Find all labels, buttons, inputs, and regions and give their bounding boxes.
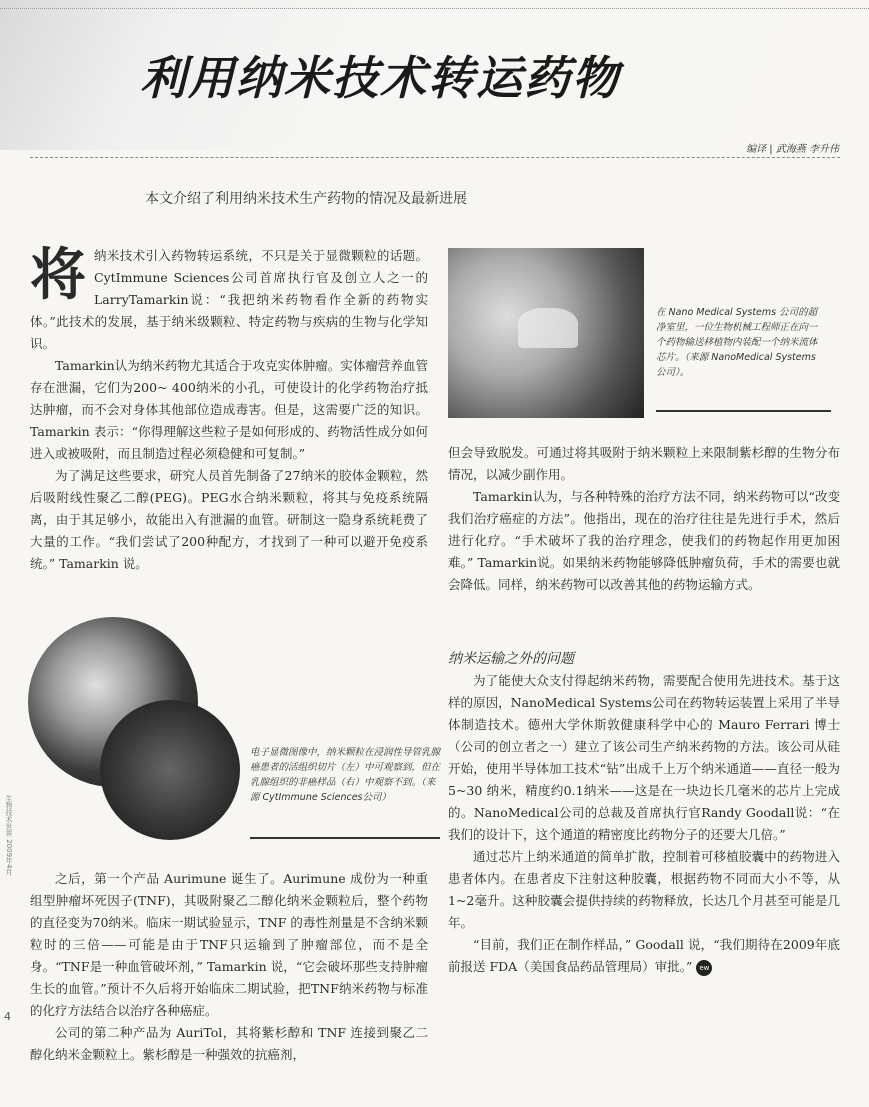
left-column-bottom: [30, 868, 428, 1066]
left-column-top: [30, 242, 428, 575]
lab-photo: [448, 248, 644, 418]
paragraph: 通过芯片上纳米通道的简单扩散，控制着可移植胶囊中的药物进入患者体内。在患者皮下注射这种胶囊，根据药物不同而大小不等，从1~2毫升。这种胶囊会提供持续的药物释放，长达几个月甚至可能是几年。: [448, 849, 840, 930]
page-number: 4: [4, 1010, 11, 1023]
drop-cap: 将: [30, 242, 86, 308]
paragraph: 公司的第二种产品为 AuriTol，其将紫杉醇和 TNF 连接到聚乙二醇化纳米金颗粒上。紫杉醇是一种强效的抗癌剂，: [30, 1025, 428, 1062]
right-column-top: [448, 442, 840, 596]
paragraph: Tamarkin认为，与各种特殊的治疗方法不同，纳米药物可以“改变我们治疗癌症的方法”。他指出，现在的治疗往往是先进行手术，然后进行化疗。“手术破坏了我的治疗理念，使我们的药物起作用更加困难。” Tamarkin说。如果纳米药物能够降低肿瘤负荷，手术的需要也就会降低。同样，纳米药物可以改善其他的药物运输方式。: [448, 489, 840, 592]
paragraph: 但会导致脱发。可通过将其吸附于纳米颗粒上来限制紫杉醇的生物分布情况，以减少副作用。: [448, 445, 840, 482]
header-divider: [30, 157, 840, 158]
photo-caption-top: 在 Nano Medical Systems 公司的超净室里，一位生物机械工程师正在向一个药物输送移植物内装配一个纳米流体芯片。（来源 NanoMedical Systems 公司）。: [656, 307, 818, 378]
caption-rule: [656, 410, 831, 412]
paragraph: 之后，第一个产品 Aurimune 诞生了。Aurimune 成份为一种重组型肿瘤坏死因子(TNF)，其吸附聚乙二醇化纳米金颗粒后，整个药物的直径变为70纳米。临床一期试验显示，TNF 的毒性剂量是不含纳米颗粒时的三倍——可能是由于TNF只运输到了肿瘤部位，而不是全身。“TNF是一种血管破坏剂，” Tamarkin 说，“它会破坏那些支持肿瘤生长的血管。”预计不久后将开始临床二期试验，把TNF纳米药物与标准的化疗方法结合以治疗各种癌症。: [30, 871, 428, 1018]
paragraph: 将纳米技术引入药物转运系统，不只是关于显微颗粒的话题。CytImmune Sciences公司首席执行官及创立人之一的LarryTamarkin说：“我把纳米药物看作全新的药物实体。”此技术的发展，基于纳米级颗粒、特定药物与疾病的生物与化学知识。: [30, 242, 428, 351]
paragraph: 为了满足这些要求，研究人员首先制备了27纳米的胶体金颗粒，然后吸附线性聚乙二醇(PEG)。PEG水合纳米颗粒，将其与免疫系统隔离，由于其足够小，故能出入有泄漏的血管。研制这一隐身系统耗费了大量的工作。“我们尝试了200种配方，才找到了一种可以避开免疫系统。” Tamarkin 说。: [30, 468, 428, 571]
micrograph-right: [100, 700, 240, 840]
byline: 编译 | 武海燕 李升伟: [746, 144, 839, 155]
paragraph: Tamarkin认为纳米药物尤其适合于攻克实体肿瘤。实体瘤营养血管存在泄漏，它们为200~ 400纳米的小孔，可使设计的化学药物治疗抵达肿瘤，而不会对身体其他部位造成毒害。但是，这需要广泛的知识。Tamarkin 表示：“你得理解这些粒子是如何形成的、药物活性成分如何进入或被吸附，而且制造过程必须稳健和可复制。”: [30, 358, 428, 461]
right-column-bottom: [448, 648, 840, 978]
top-divider: [0, 8, 869, 9]
paragraph: “目前，我们正在制作样品，” Goodall 说，“我们期待在2009年底前报送 FDA（美国食品药品管理局）审批。” ew: [448, 937, 840, 974]
micrograph-caption: 电子显微图像中，纳米颗粒在浸润性导管乳腺癌患者的活组织切片（左）中可观察到，但在乳腺组织的非癌样品（右）中观察不到。（来源 CytImmune Sciences公司）: [250, 747, 441, 803]
article-subtitle: 本文介绍了利用纳米技术生产药物的情况及最新进展: [145, 191, 467, 207]
end-mark: ew: [696, 960, 712, 976]
caption-rule: [250, 837, 440, 839]
article-title: 利用纳米技术转运药物: [140, 51, 620, 105]
section-heading: 纳米运输之外的问题: [448, 651, 574, 667]
paragraph: 为了能使大众支付得起纳米药物，需要配合使用先进技术。基于这样的原因，NanoMedical Systems公司在药物转运装置上采用了半导体制造技术。德州大学休斯敦健康科学中心的 Mauro Ferrari 博士（公司的创立者之一）建立了该公司生产纳米药物的方法。该公司从硅开始，使用半导体加工技术“钻”出成千上万个纳米通道——直径一般为 5~30 纳米，精度约0.1纳米——这是在一块边长几毫米的芯片上完成的。NanoMedical公司的总裁及首席执行官Randy Goodall说：“在我们的设计下，这个通道的精密度比药物分子的还要大几倍。”: [448, 673, 840, 842]
journal-side-note: 生物技术世界 2009年4月: [5, 795, 13, 876]
